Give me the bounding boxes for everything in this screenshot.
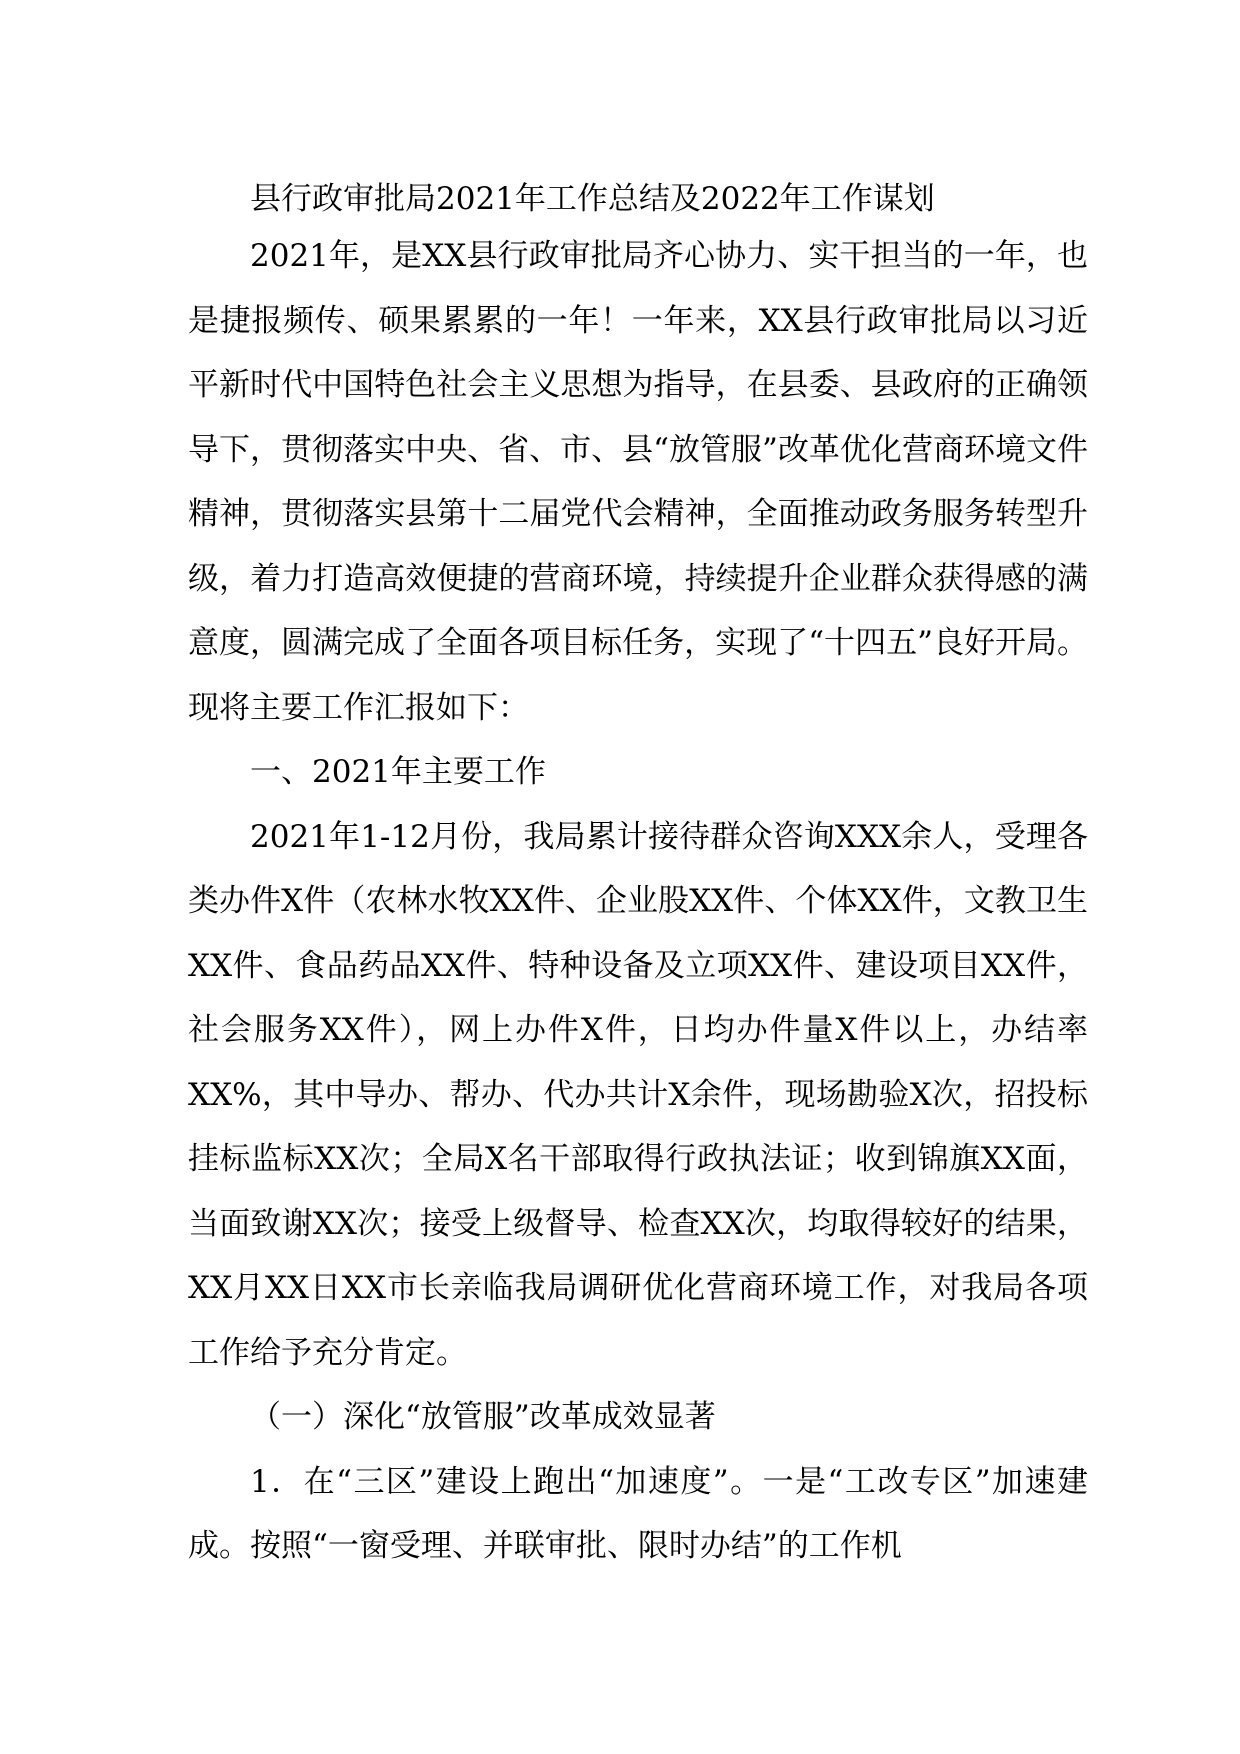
document-title: 县行政审批局2021年工作总结及2022年工作谋划 [250,181,935,217]
document-body [188,174,1088,1579]
item-paragraph-three-zones: 1．在“三区”建设上跑出“加速度”。一是“工改专区”加速建成。按照“一窗受理、并联审批、限时办结”的工作机 [188,1463,1088,1564]
subsection-heading-reform: （一）深化“放管服”改革成效显著 [250,1399,716,1435]
section-heading-main-work: 一、2021年主要工作 [250,754,546,790]
intro-paragraph: 2021年，是XX县行政审批局齐心协力、实干担当的一年，也是捷报频传、硕果累累的一年！一年来，XX县行政审批局以习近平新时代中国特色社会主义思想为指导，在县委、县政府的正确领导下，贯彻落实中央、省、市、县“放管服”改革优化营商环境文件精神，贯彻落实县第十二届党代会精神，全面推动政务服务转型升级，着力打造高效便捷的营商环境，持续提升企业群众获得感的满意度，圆满完成了全面各项目标任务，实现了“十四五”良好开局。现将主要工作汇报如下： [188,238,1088,726]
main-work-summary-paragraph: 2021年1-12月份，我局累计接待群众咨询XXX余人，受理各类办件X件（农林水牧XX件、企业股XX件、个体XX件，文教卫生XX件、食品药品XX件、特种设备及立项XX件、建设项目XX件，社会服务XX件），网上办件X件，日均办件量X件以上，办结率XX%，其中导办、帮办、代办共计X余件，现场勘验X次，招投标挂标监标XX次；全局X名干部取得行政执法证；收到锦旗XX面，当面致谢XX次；接受上级督导、检查XX次，均取得较好的结果，XX月XX日XX市长亲临我局调研优化营商环境工作，对我局各项工作给予充分肯定。 [188,818,1088,1371]
